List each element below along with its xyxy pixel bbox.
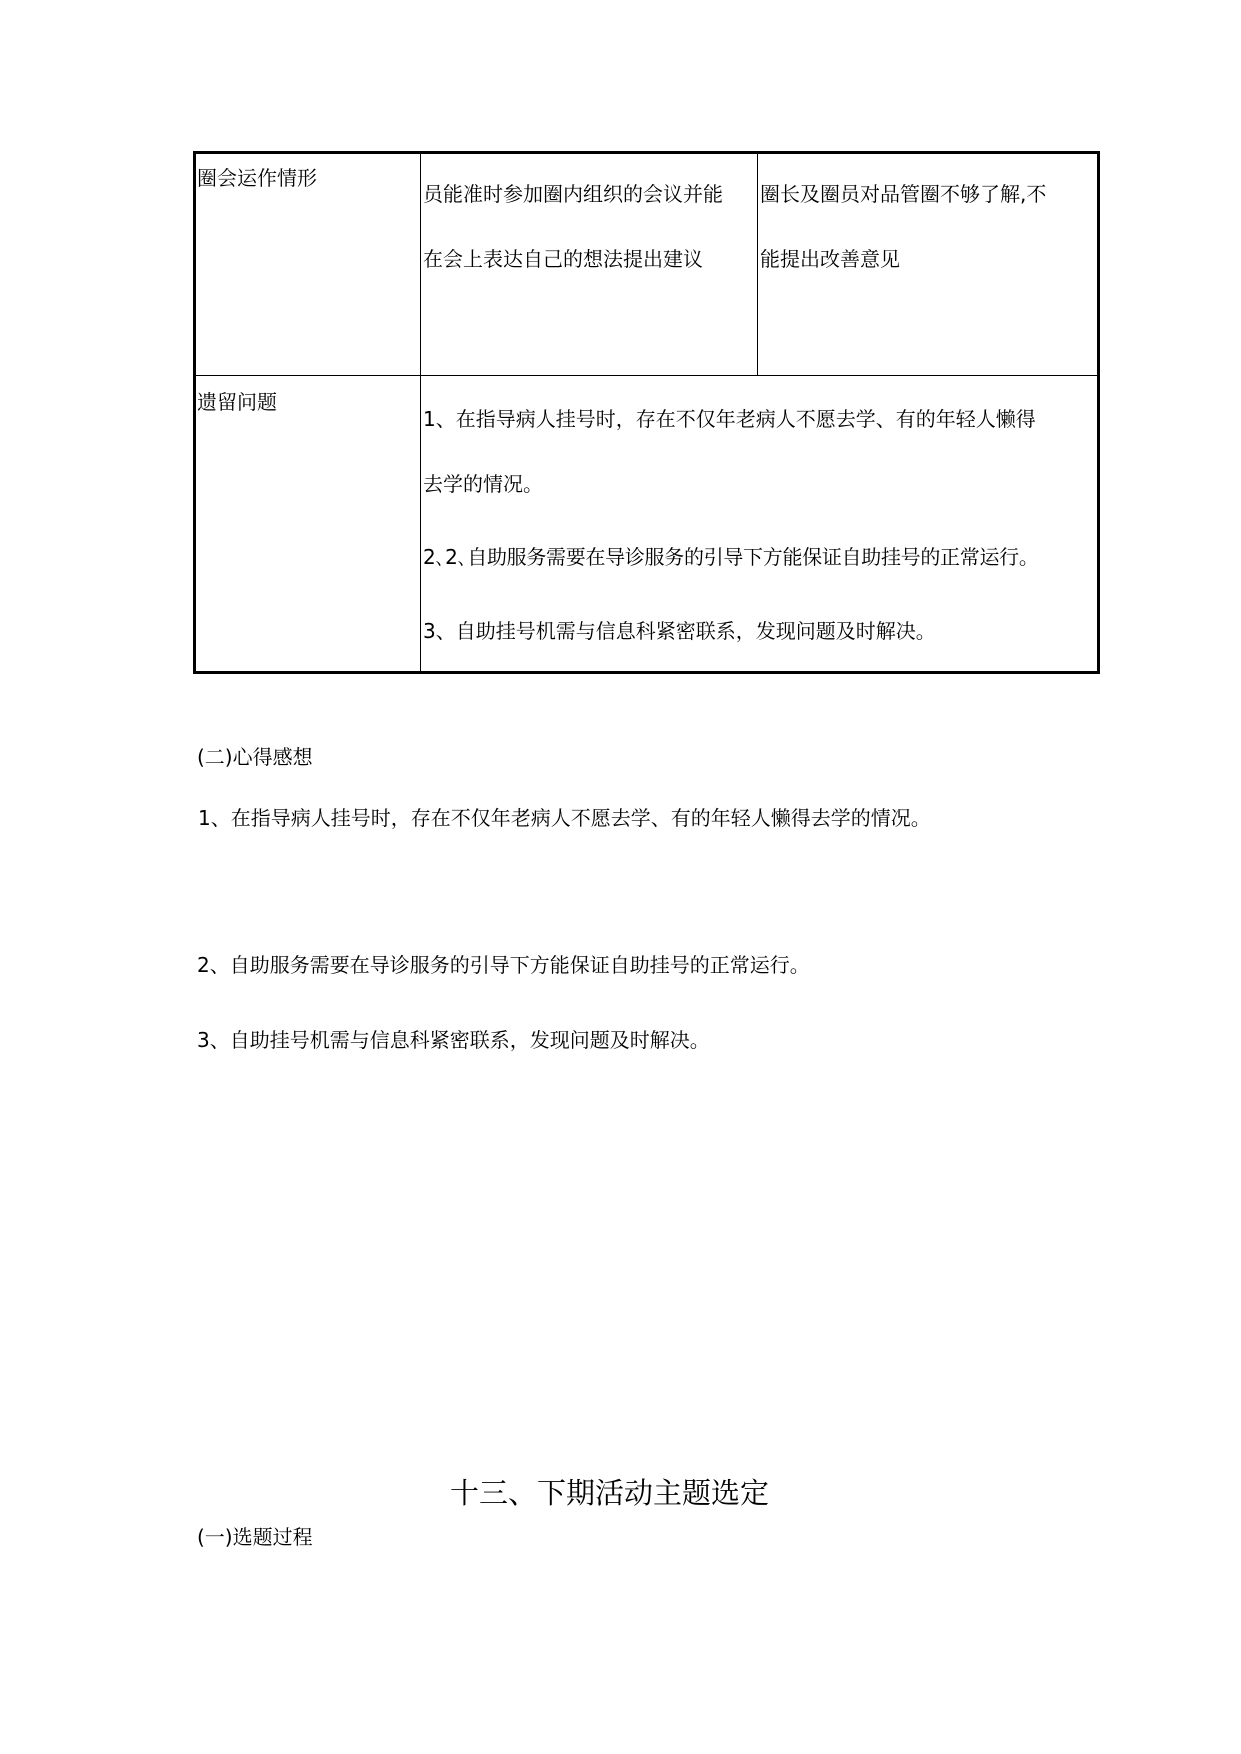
table-border-right — [1097, 151, 1100, 674]
row1-col3-line2: 能提出改善意见 — [760, 247, 900, 271]
row2-label: 遗留问题 — [197, 390, 277, 414]
table-border-top — [193, 151, 1100, 154]
table-col-divider-2 — [757, 151, 758, 376]
section3-title: (一)选题过程 — [197, 1525, 313, 1549]
row1-label: 圈会运作情形 — [197, 166, 317, 190]
section2-item-3: 3、自助挂号机需与信息科紧密联系，发现问题及时解决。 — [197, 1028, 710, 1052]
row1-col3-line1: 圈长及圈员对品管圈不够了解,不 — [760, 182, 1047, 206]
section2-item-1: 1、在指导病人挂号时，存在不仅年老病人不愿去学、有的年轻人懒得去学的情况。 — [198, 806, 931, 830]
summary-table — [193, 151, 1100, 674]
table-border-bottom — [193, 671, 1100, 674]
section2-item-2: 2、自助服务需要在导诊服务的引导下方能保证自助挂号的正常运行。 — [197, 953, 810, 977]
chapter-heading: 十三、下期活动主题选定 — [450, 1476, 770, 1510]
table-row-divider — [193, 375, 1100, 376]
row2-content-line1: 1、在指导病人挂号时，存在不仅年老病人不愿去学、有的年轻人懒得 — [423, 407, 1036, 431]
table-col-divider-1 — [420, 151, 421, 674]
row1-col2-line2: 在会上表达自己的想法提出建议 — [423, 247, 703, 271]
row2-content-line2: 去学的情况。 — [423, 472, 543, 496]
section2-title: (二)心得感想 — [197, 745, 313, 769]
row2-content-line3: 2､2､自助服务需要在导诊服务的引导下方能保证自助挂号的正常运行。 — [423, 545, 1039, 569]
row2-content-line4: 3、自助挂号机需与信息科紧密联系，发现问题及时解决。 — [423, 619, 936, 643]
table-border-left — [193, 151, 196, 674]
row1-col2-line1: 员能准时参加圈内组织的会议并能 — [423, 182, 723, 206]
